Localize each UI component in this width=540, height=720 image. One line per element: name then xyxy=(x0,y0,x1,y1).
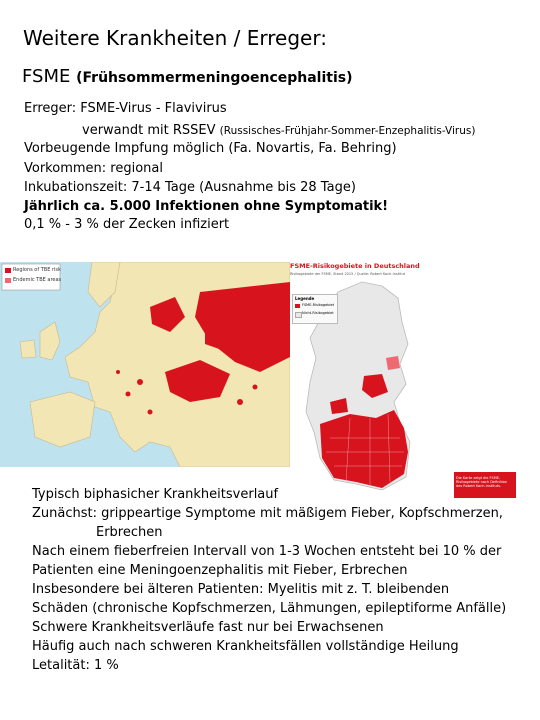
info-line-related: verwandt mit RSSEV (Russisches-Frühjahr-Sommer-Enzephalitis-Virus) xyxy=(82,123,476,138)
germany-map-subtitle: Risikogebiete der FSME, Stand 2015 / Quelle: Robert Koch-Institut xyxy=(290,272,406,276)
disease-abbreviation: FSME xyxy=(22,66,71,87)
info-line-vaccination: Vorbeugende Impfung möglich (Fa. Novartis, Fa. Behring) xyxy=(24,141,397,156)
info-line-pathogen: Erreger: FSME-Virus - Flavivirus xyxy=(24,101,227,116)
europe-tbe-map xyxy=(0,262,290,467)
symptom-line-severe: Schwere Krankheitsverläufe fast nur bei Erwachsenen xyxy=(32,620,384,635)
info-line-incubation: Inkubationszeit: 7-14 Tage (Ausnahme bis 28 Tage) xyxy=(24,180,356,195)
info-line-related-detail: (Russisches-Frühjahr-Sommer-Enzephalitis-Virus) xyxy=(219,125,476,137)
symptom-line-elderly: Insbesondere bei älteren Patienten: Myelitis mit z. T. bleibenden xyxy=(32,582,450,597)
germany-legend-risk-label: FSME-Risikogebiet xyxy=(302,303,335,307)
germany-map-legend xyxy=(292,294,338,324)
symptom-line-lethality: Letalität: 1 % xyxy=(32,658,119,673)
germany-map-note: Die Karte zeigt die FSME-Risikogebiete nach Definition des Robert Koch-Instituts. xyxy=(456,476,508,488)
europe-legend-risk: Regions of TBE risk xyxy=(13,267,61,273)
disease-full-name: (Frühsommermeningoencephalitis) xyxy=(76,70,353,86)
symptom-line-vomiting: Erbrechen xyxy=(96,525,163,540)
germany-legend-nonrisk-label: Nicht-Risikogebiet xyxy=(302,311,334,315)
germany-legend-title: Legende xyxy=(295,296,315,301)
symptom-line-initial: Zunächst: grippeartige Symptome mit mäßigem Fieber, Kopfschmerzen, xyxy=(32,506,503,521)
symptom-line-recovery: Häufig auch nach schweren Krankheitsfällen vollständige Heilung xyxy=(32,639,459,654)
section-title xyxy=(22,66,353,87)
info-line-occurrence: Vorkommen: regional xyxy=(24,161,163,176)
symptom-line-interval: Nach einem fieberfreien Intervall von 1-3 Wochen entsteht bei 10 % der xyxy=(32,544,502,559)
europe-map-graphic xyxy=(0,262,290,467)
germany-map-sidebar xyxy=(450,252,518,504)
symptom-line-meningo: Patienten eine Meningoenzephalitis mit Fieber, Erbrechen xyxy=(32,563,408,578)
info-line-ticks: 0,1 % - 3 % der Zecken infiziert xyxy=(24,217,230,232)
germany-fsme-map xyxy=(290,252,450,504)
symptom-line-biphasic: Typisch biphasicher Krankheitsverlauf xyxy=(32,487,279,502)
germany-legend-nonrisk-swatch xyxy=(295,312,302,318)
info-line-infections: Jährlich ca. 5.000 Infektionen ohne Symptomatik! xyxy=(24,199,389,214)
germany-map-graphic xyxy=(290,252,450,504)
page-title: Weitere Krankheiten / Erreger: xyxy=(23,26,327,50)
europe-legend-endemic: Endemic TBE areas xyxy=(13,277,62,283)
germany-legend-risk-swatch xyxy=(295,304,300,308)
germany-map-title: FSME-Risikogebiete in Deutschland xyxy=(290,262,420,270)
symptom-line-damage: Schäden (chronische Kopfschmerzen, Lähmungen, epileptiforme Anfälle) xyxy=(32,601,507,616)
